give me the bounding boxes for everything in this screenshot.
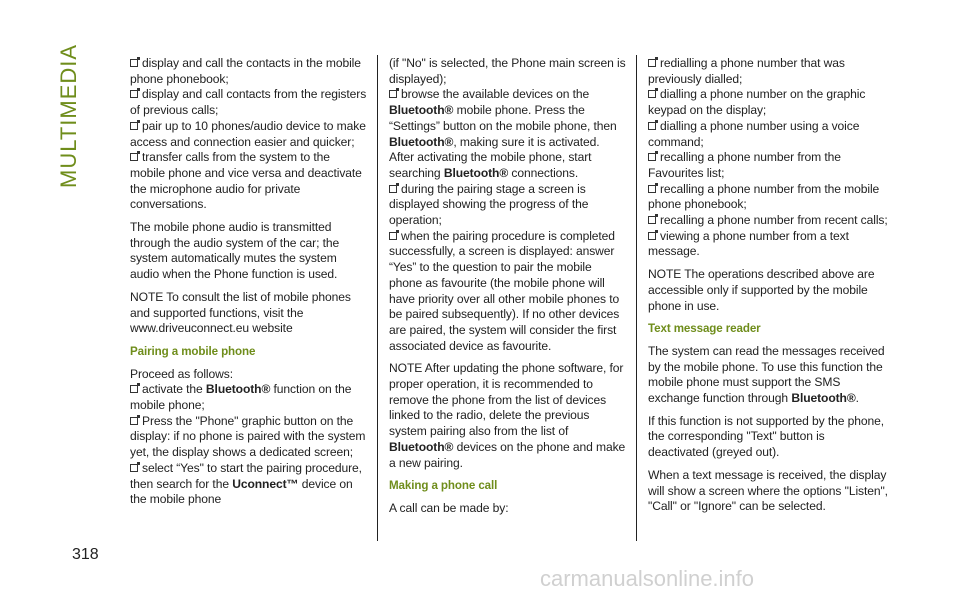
paragraph: (if "No" is selected, the Phone main screen is displayed); <box>389 56 626 86</box>
watermark: carmanualsonline.info <box>540 566 755 591</box>
bullet-item: pair up to 10 phones/audio device to make access and connection easier and quicker; <box>130 118 366 149</box>
bullet-icon <box>130 385 138 393</box>
bullet-icon <box>389 90 397 98</box>
bullet-icon <box>389 185 397 193</box>
paragraph: After activating the mobile phone, start searching Bluetooth® connections. <box>389 150 592 180</box>
bullet-item: browse the available devices on the Bluetooth® mobile phone. Press the “Settings” button on the mobile phone, then Bluetooth®, making sure it is activated. <box>389 87 617 149</box>
bullet-icon <box>648 232 656 240</box>
bullet-icon <box>648 216 656 224</box>
note: NOTE To consult the list of mobile phones and supported functions, visit the www.driveuconnect.eu website <box>130 289 351 336</box>
page-number: 318 <box>72 546 99 563</box>
bullet-icon <box>648 90 656 98</box>
note: NOTE The operations described above are accessible only if supported by the mobile phone in use. <box>648 267 875 313</box>
paragraph: Proceed as follows: <box>130 366 233 381</box>
bullet-icon <box>389 232 397 240</box>
bullet-item: dialling a phone number on the graphic keypad on the display; <box>648 87 866 118</box>
bullet-icon <box>130 90 138 98</box>
bullet-item: during the pairing stage a screen is displayed showing the progress of the operation; <box>389 181 589 228</box>
bullet-item: select “Yes" to start the pairing procedure, then search for the Uconnect™ device on the mobile phone <box>130 460 362 507</box>
column-1 <box>130 56 368 508</box>
column-divider <box>377 55 378 541</box>
bullet-icon <box>648 59 656 67</box>
bullet-item: redialling a phone number that was previously dialled; <box>648 56 845 86</box>
bullet-item: viewing a phone number from a text message. <box>648 228 849 259</box>
bullet-item: recalling a phone number from the Favourites list; <box>648 150 841 180</box>
column-2 <box>389 56 627 517</box>
column-3 <box>648 56 888 515</box>
column-divider <box>636 55 637 541</box>
bullet-item: when the pairing procedure is completed successfully, a screen is displayed: answer “Yes” to the question to pair the mobile phone as favourite (the mobile phone will have priority over all other mobile phones to be paired subsequently). If no other devices are paired, the system will consider the first associated device as favourite. <box>389 228 620 353</box>
bullet-icon <box>130 464 138 472</box>
bullet-item: Press the "Phone" graphic button on the display: if no phone is paired with the system yet, the display shows a dedicated screen; <box>130 413 366 460</box>
bullet-item: transfer calls from the system to the mobile phone and vice versa and deactivate the microphone audio for private conversations. <box>130 150 362 212</box>
bullet-item: recalling a phone number from recent calls; <box>648 213 888 229</box>
paragraph: If this function is not supported by the phone, the corresponding "Text" button is deactivated (greyed out). <box>648 413 884 460</box>
paragraph: When a text message is received, the display will show a screen where the options "Listen", "Call" or "Ignore" can be selected. <box>648 467 888 514</box>
note: NOTE After updating the phone software, for proper operation, it is recommended to remove the phone from the list of devices linked to the radio, delete the previous system pairing also from the list of Bluetooth® devices on the phone and make a new pairing. <box>389 361 626 470</box>
bullet-icon <box>648 185 656 193</box>
bullet-item: dialling a phone number using a voice command; <box>648 118 860 149</box>
paragraph: The mobile phone audio is transmitted through the audio system of the car; the system automatically mutes the system audio when the Phone function is used. <box>130 220 340 282</box>
bullet-item: activate the Bluetooth® function on the mobile phone; <box>130 382 352 413</box>
bullet-icon <box>130 417 138 425</box>
bullet-icon <box>130 59 138 67</box>
section-heading: Text message reader <box>648 322 761 336</box>
bullet-item: display and call contacts from the registers of previous calls; <box>130 87 367 118</box>
paragraph: The system can read the messages received by the mobile phone. To use this function the mobile phone must support the SMS exchange function through Bluetooth®. <box>648 343 885 406</box>
bullet-icon <box>648 122 656 130</box>
section-heading: Pairing a mobile phone <box>130 344 256 358</box>
section-heading: Making a phone call <box>389 479 498 493</box>
bullet-item: recalling a phone number from the mobile phone phonebook; <box>648 181 880 212</box>
bullet-icon <box>130 153 138 161</box>
bullet-icon <box>648 153 656 161</box>
bullet-icon <box>130 122 138 130</box>
bullet-item: display and call the contacts in the mobile phone phonebook; <box>130 56 361 86</box>
paragraph: A call can be made by: <box>389 500 509 515</box>
section-title: MULTIMEDIA <box>56 43 81 188</box>
